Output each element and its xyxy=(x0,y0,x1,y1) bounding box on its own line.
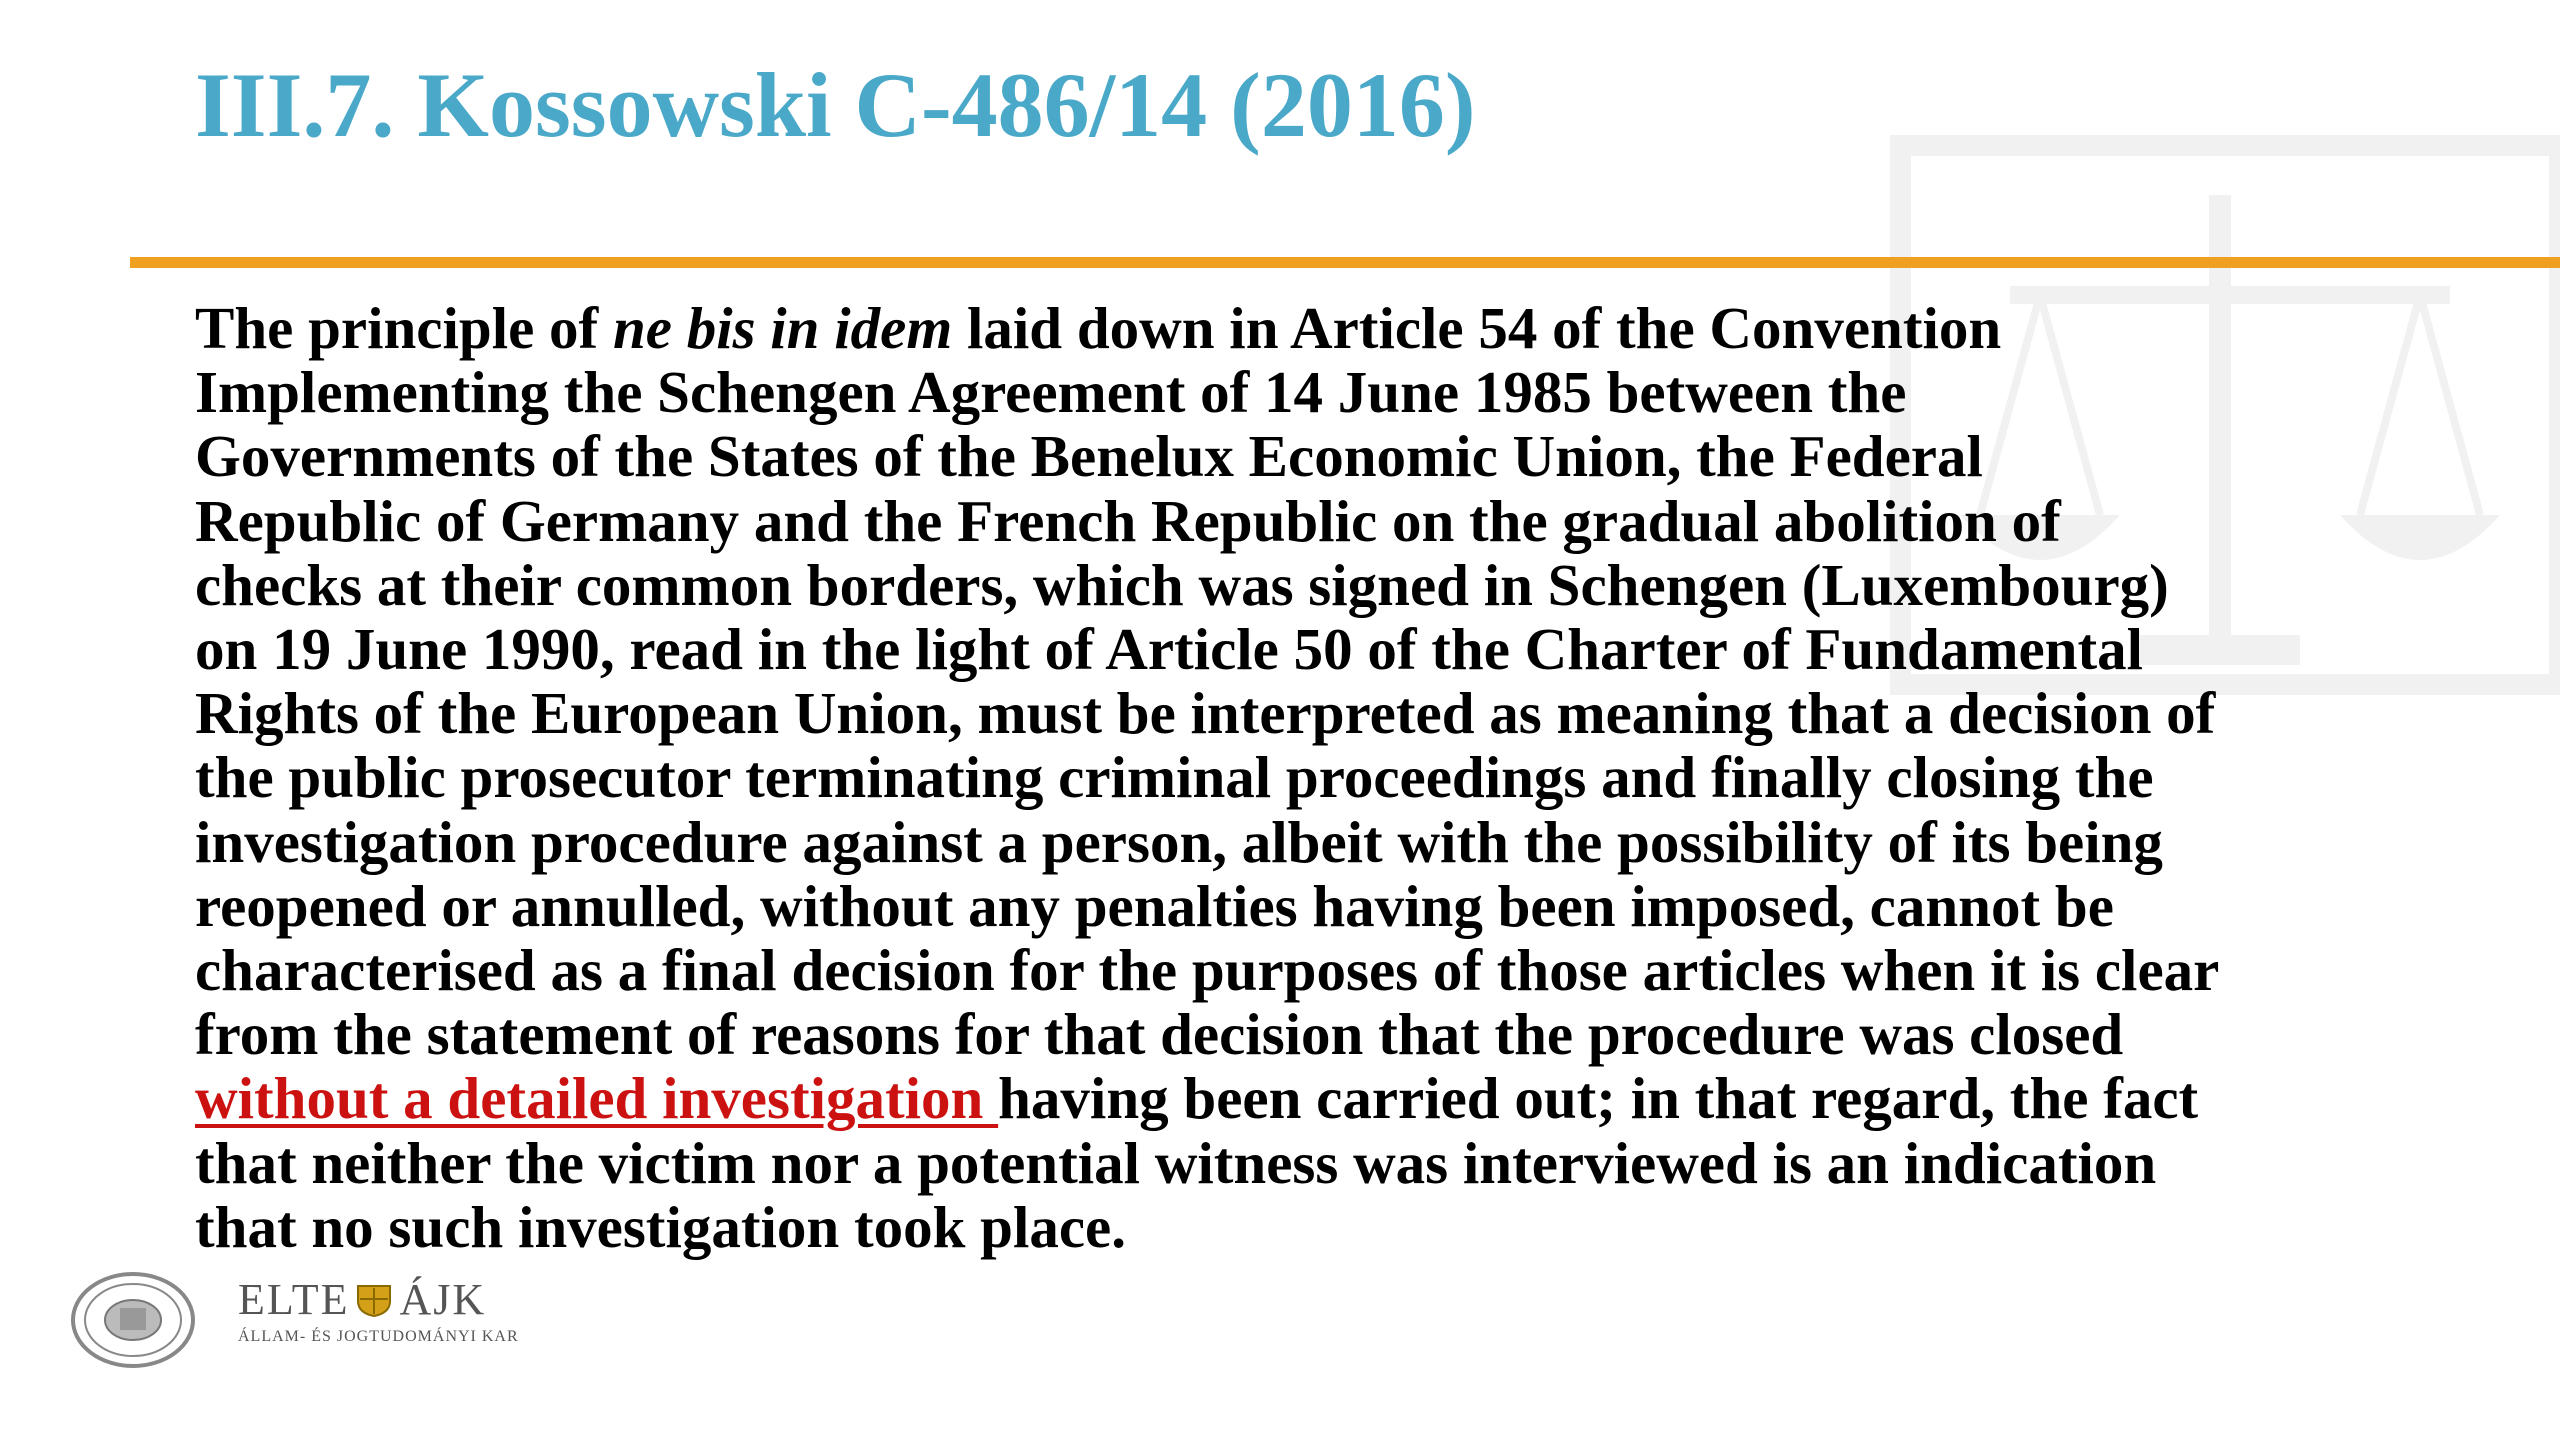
body-text-part-3: having been carried out; in that regard, the fact that neither the victim nor a potential witness was interviewed is an indication that no such investigation took place. xyxy=(195,1065,2199,1260)
body-text-part-2: laid down in Article 54 of the Convention Implementing the Schengen Agreement of 14 June 1985 between the Governments of the States of the Benelux Economic Union, the Federal Republic of Germany and the French Republic on the gradual abolition of checks at their common borders, which was signed in Schengen (Luxembourg) on 19 June 1990, read in the light of Article 50 of the Charter of Fundamental Rights of the European Union, must be interpreted as meaning that a decision of the public prosecutor terminating criminal proceedings and finally closing the investigation procedure against a person, albeit with the possibility of its being reopened or annulled, without any penalties having been imposed, cannot be characterised as a final decision for the purposes of those articles when it is clear from the statement of reasons for that decision that the procedure was closed xyxy=(195,295,2220,1068)
highlighted-phrase: without a detailed investigation xyxy=(195,1065,999,1132)
slide-title: III.7. Kossowski C-486/14 (2016) xyxy=(195,54,1476,156)
brand-name xyxy=(238,1275,519,1324)
brand-subtitle: ÁLLAM- ÉS JOGTUDOMÁNYI KAR xyxy=(238,1328,519,1345)
brand-block xyxy=(238,1275,519,1346)
university-seal-icon xyxy=(68,1270,198,1370)
title-divider xyxy=(130,257,2560,268)
footer-logo xyxy=(68,1270,608,1380)
slide-body-text xyxy=(195,296,2525,1259)
brand-name-right: ÁJK xyxy=(399,1275,487,1324)
crest-icon xyxy=(355,1283,393,1317)
body-text-italic-term: ne bis in idem xyxy=(612,295,953,361)
brand-name-left: ELTE xyxy=(238,1275,350,1324)
body-text-part-1: The principle of xyxy=(195,295,613,361)
